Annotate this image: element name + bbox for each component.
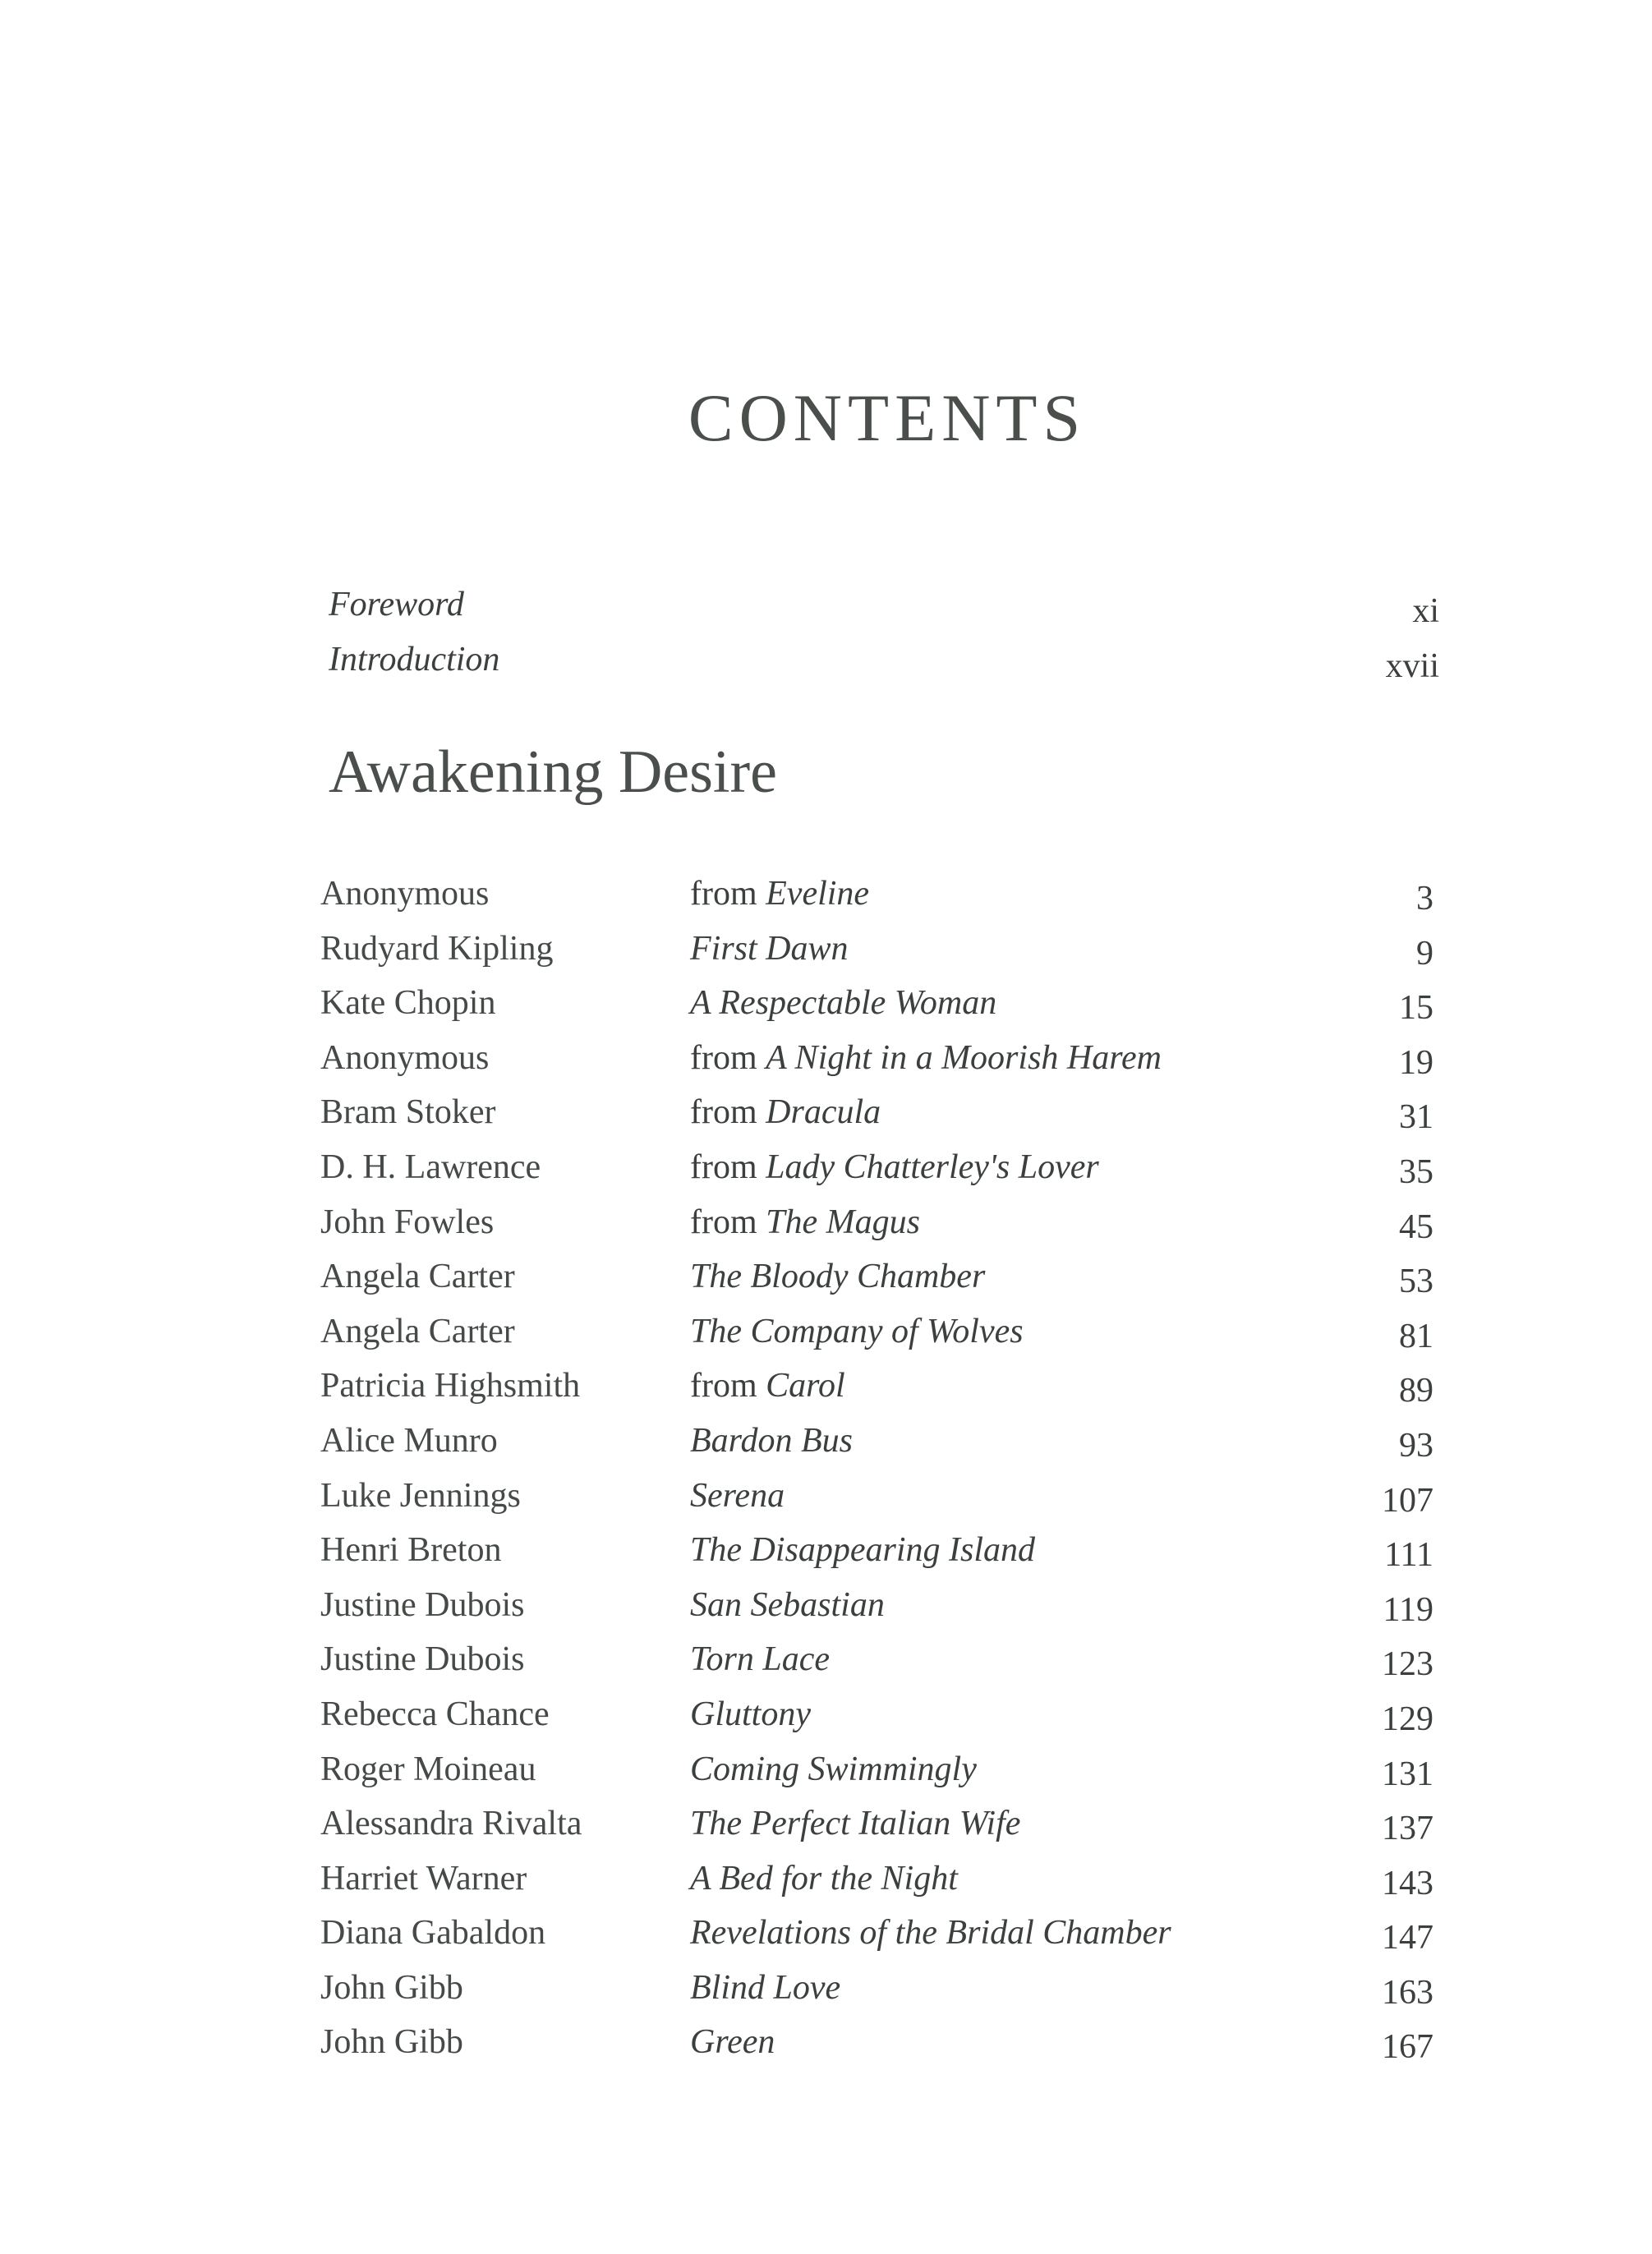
toc-work [690,924,849,973]
toc-work-title: Lady Chatterley's Lover [766,1148,1099,1186]
toc-page-number: 89 [1399,1372,1433,1410]
toc-work-title: A Respectable Woman [690,984,997,1023]
toc-work [690,1745,977,1794]
toc-row [320,2017,1433,2072]
toc-work [690,1361,845,1410]
toc-work-title: Serena [690,1476,785,1515]
toc-list [320,869,1433,2072]
toc-author: Justine Dubois [320,1585,525,1624]
page-title: CONTENTS [688,380,1087,455]
toc-work-title: The Company of Wolves [690,1312,1024,1350]
toc-page-number: 123 [1382,1645,1433,1684]
toc-work-title: First Dawn [690,929,849,968]
front-matter-page: xvii [1385,647,1439,685]
toc-page-number: 111 [1384,1536,1433,1575]
toc-author: Patricia Highsmith [320,1367,581,1405]
toc-work [690,1416,853,1465]
toc-work [690,1963,840,2012]
toc-row [320,1525,1433,1580]
toc-work-prefix: from [690,1093,757,1132]
toc-work-title: Green [690,2023,775,2062]
toc-work-title: The Bloody Chamber [690,1258,986,1296]
front-matter-list [329,585,1439,695]
toc-work [690,1033,1162,1083]
toc-row [320,1361,1433,1416]
toc-work [690,1198,920,1247]
toc-work-prefix: from [690,1038,757,1077]
toc-row [320,978,1433,1033]
toc-author: Angela Carter [320,1258,515,1296]
toc-page-number: 163 [1382,1973,1433,2012]
toc-work [690,1088,881,1137]
toc-author: Diana Gabaldon [320,1914,546,1953]
toc-author: Anonymous [320,1038,490,1077]
toc-work [690,2017,775,2067]
toc-author: Alessandra Rivalta [320,1805,582,1843]
front-matter-label: Foreword [329,586,464,623]
toc-work-title: The Disappearing Island [690,1531,1035,1570]
toc-page-number: 167 [1382,2028,1433,2067]
toc-page-number: 119 [1383,1590,1433,1629]
toc-work [690,1799,1020,1848]
toc-author: Justine Dubois [320,1640,525,1679]
toc-row [320,1143,1433,1198]
toc-row [320,924,1433,979]
toc-author: Alice Munro [320,1421,498,1460]
toc-work [690,1854,958,1903]
section-heading: Awakening Desire [329,738,777,806]
toc-work-title: The Magus [766,1203,920,1241]
toc-page-number: 45 [1399,1208,1433,1246]
front-matter-item [329,585,1439,640]
toc-author: Anonymous [320,875,490,913]
toc-page-number: 107 [1382,1481,1433,1520]
toc-author: John Gibb [320,2023,463,2062]
toc-work-title: San Sebastian [690,1585,885,1624]
toc-work-title: Blind Love [690,1968,841,2007]
toc-row [320,1198,1433,1253]
toc-row [320,1690,1433,1745]
toc-author: Harriet Warner [320,1859,527,1898]
toc-row [320,869,1433,924]
toc-page-number: 147 [1382,1919,1433,1957]
toc-page-number: 93 [1399,1426,1433,1465]
toc-row [320,1854,1433,1909]
toc-page-number: 53 [1399,1263,1433,1301]
toc-author: John Fowles [320,1203,495,1241]
toc-work [690,1307,1024,1356]
toc-author: John Gibb [320,1968,463,2007]
toc-author: Luke Jennings [320,1476,521,1515]
toc-page-number: 131 [1382,1755,1433,1793]
toc-work-title: Carol [766,1367,845,1405]
toc-row [320,1307,1433,1362]
toc-work [690,1908,1171,1957]
toc-page-number: 3 [1416,880,1433,918]
toc-page-number: 129 [1382,1700,1433,1738]
toc-row [320,1908,1433,1963]
toc-work [690,1252,985,1301]
front-matter-item [329,640,1439,695]
toc-work-title: A Night in a Moorish Harem [766,1038,1162,1077]
toc-row [320,1635,1433,1690]
toc-author: Kate Chopin [320,984,496,1023]
toc-row [320,1252,1433,1307]
toc-page-number: 35 [1399,1152,1433,1191]
toc-work [690,1143,1099,1192]
toc-author: Rudyard Kipling [320,929,554,968]
toc-row [320,1088,1433,1143]
toc-author: Bram Stoker [320,1093,496,1132]
toc-work [690,869,869,918]
toc-work-prefix: from [690,1367,757,1405]
toc-row [320,1745,1433,1800]
toc-author: Henri Breton [320,1531,502,1570]
toc-author: Angela Carter [320,1312,515,1350]
toc-page-number: 81 [1399,1317,1433,1355]
front-matter-page: xi [1412,592,1439,630]
toc-work-prefix: from [690,1203,757,1241]
toc-row [320,1963,1433,2018]
toc-page-number: 31 [1399,1098,1433,1137]
toc-row [320,1033,1433,1088]
toc-author: D. H. Lawrence [320,1148,541,1186]
toc-work [690,1525,1035,1575]
toc-work-title: A Bed for the Night [690,1859,958,1898]
toc-work-title: The Perfect Italian Wife [690,1805,1021,1843]
toc-work [690,1635,830,1684]
front-matter-label: Introduction [329,641,500,678]
toc-work [690,1471,785,1520]
toc-work-title: Dracula [766,1093,881,1132]
toc-work-prefix: from [690,875,757,913]
toc-page-number: 15 [1399,989,1433,1028]
toc-row [320,1580,1433,1635]
toc-work-title: Eveline [766,875,870,913]
toc-page-number: 137 [1382,1810,1433,1848]
toc-page-number: 9 [1416,934,1433,973]
toc-author: Rebecca Chance [320,1695,550,1733]
toc-work-title: Bardon Bus [690,1421,853,1460]
toc-work-title: Revelations of the Bridal Chamber [690,1914,1171,1953]
toc-page-number: 143 [1382,1864,1433,1902]
toc-work [690,1690,811,1739]
toc-work [690,978,996,1028]
toc-work [690,1580,885,1630]
toc-work-title: Gluttony [690,1695,811,1733]
toc-author: Roger Moineau [320,1750,536,1788]
toc-page-number: 19 [1399,1043,1433,1082]
toc-row [320,1416,1433,1471]
toc-row [320,1799,1433,1854]
toc-work-title: Coming Swimmingly [690,1750,977,1788]
toc-work-title: Torn Lace [690,1640,830,1679]
toc-work-prefix: from [690,1148,757,1186]
toc-row [320,1471,1433,1526]
